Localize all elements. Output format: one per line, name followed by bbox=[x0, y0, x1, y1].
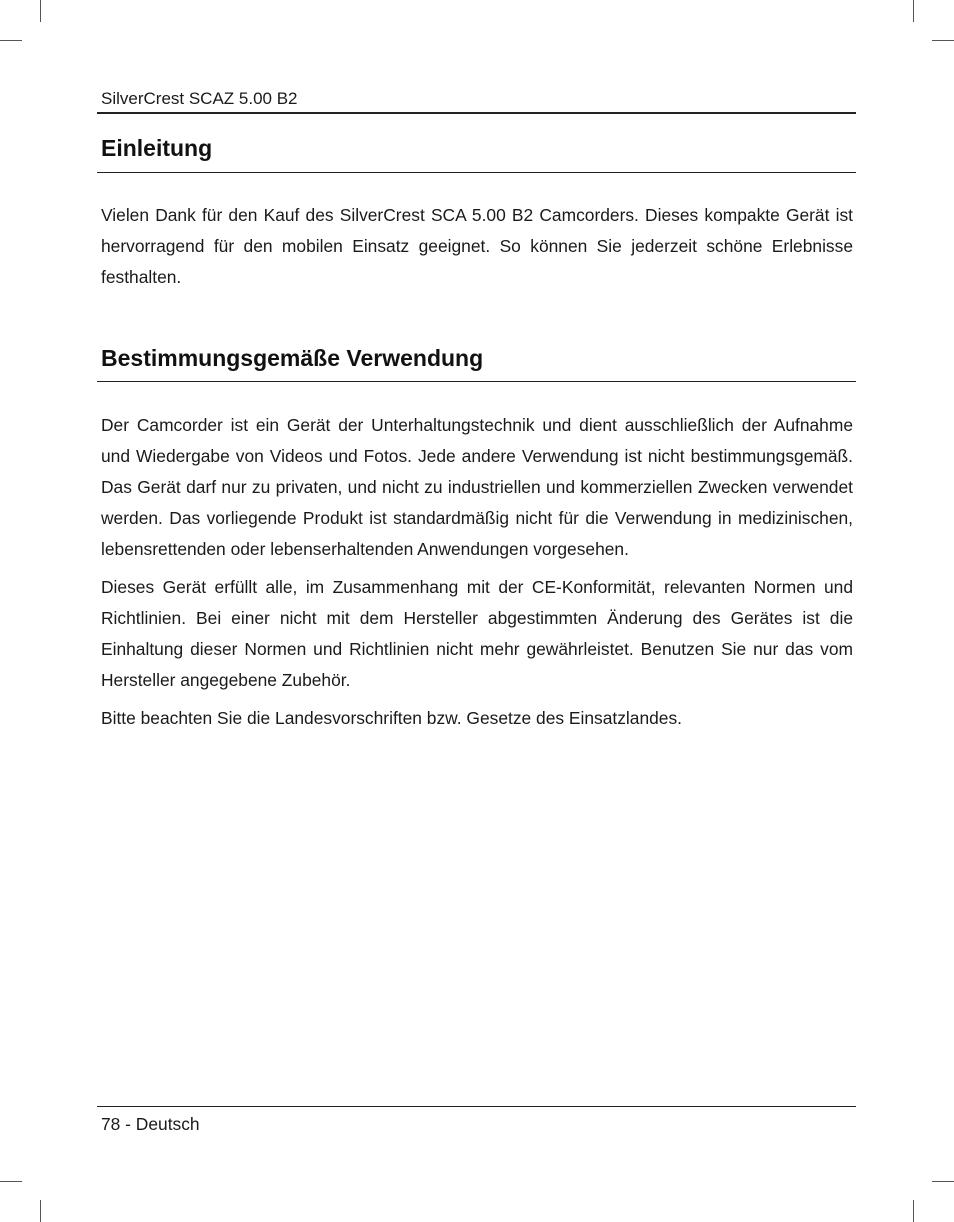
running-header: SilverCrest SCAZ 5.00 B2 bbox=[101, 89, 298, 108]
paragraph: Bitte beachten Sie die Landesvorschriften bzw. Gesetze des Einsatzlandes. bbox=[101, 708, 682, 728]
crop-mark-top-left-vertical bbox=[40, 0, 41, 22]
paragraph: Vielen Dank für den Kauf des SilverCrest SCA 5.00 B2 Camcorders. Dieses kompakte Gerät ist hervorragend für den mobilen Einsatz geeignet. So können Sie jederzeit schöne Erlebnisse festhalten. bbox=[101, 205, 853, 287]
section-rule-introduction bbox=[97, 172, 856, 173]
section-heading-intended-use: Bestimmungsgemäße Verwendung bbox=[101, 345, 484, 371]
section-rule-intended-use bbox=[97, 381, 856, 382]
section-heading-introduction: Einleitung bbox=[101, 135, 213, 161]
crop-mark-top-right-horizontal bbox=[932, 40, 954, 41]
header-rule bbox=[97, 112, 856, 114]
crop-mark-top-right-vertical bbox=[913, 0, 914, 22]
paragraph: Der Camcorder ist ein Gerät der Unterhaltungstechnik und dient ausschließlich der Aufnahme und Wiedergabe von Videos und Fotos. Jede andere Verwendung ist nicht bestimmungsgemäß. Das Gerät darf nur zu privaten, und nicht zu industriellen und kommerziellen Zwecken verwendet werden. Das vorliegende Produkt ist standardmäßig nicht für die Verwendung in medizinischen, lebensrettenden oder lebenserhaltenden Anwendungen vorgesehen. bbox=[101, 415, 853, 559]
crop-mark-bottom-right-vertical bbox=[913, 1200, 914, 1222]
page-number-footer: 78 - Deutsch bbox=[101, 1114, 200, 1134]
paragraph: Dieses Gerät erfüllt alle, im Zusammenhang mit der CE-Konformität, relevanten Normen und Richtlinien. Bei einer nicht mit dem Hersteller abgestimmten Änderung des Gerätes ist die Einhaltung dieser Normen und Richtlinien nicht mehr gewährleistet. Benutzen Sie nur das vom Hersteller angegebene Zubehör. bbox=[101, 577, 853, 690]
crop-mark-top-left-horizontal bbox=[0, 40, 22, 41]
crop-mark-bottom-left-vertical bbox=[40, 1200, 41, 1222]
section-body-intended-use bbox=[101, 410, 853, 741]
section-body-introduction bbox=[101, 200, 853, 300]
crop-mark-bottom-right-horizontal bbox=[932, 1181, 954, 1182]
crop-mark-bottom-left-horizontal bbox=[0, 1181, 22, 1182]
footer-rule bbox=[97, 1106, 856, 1107]
